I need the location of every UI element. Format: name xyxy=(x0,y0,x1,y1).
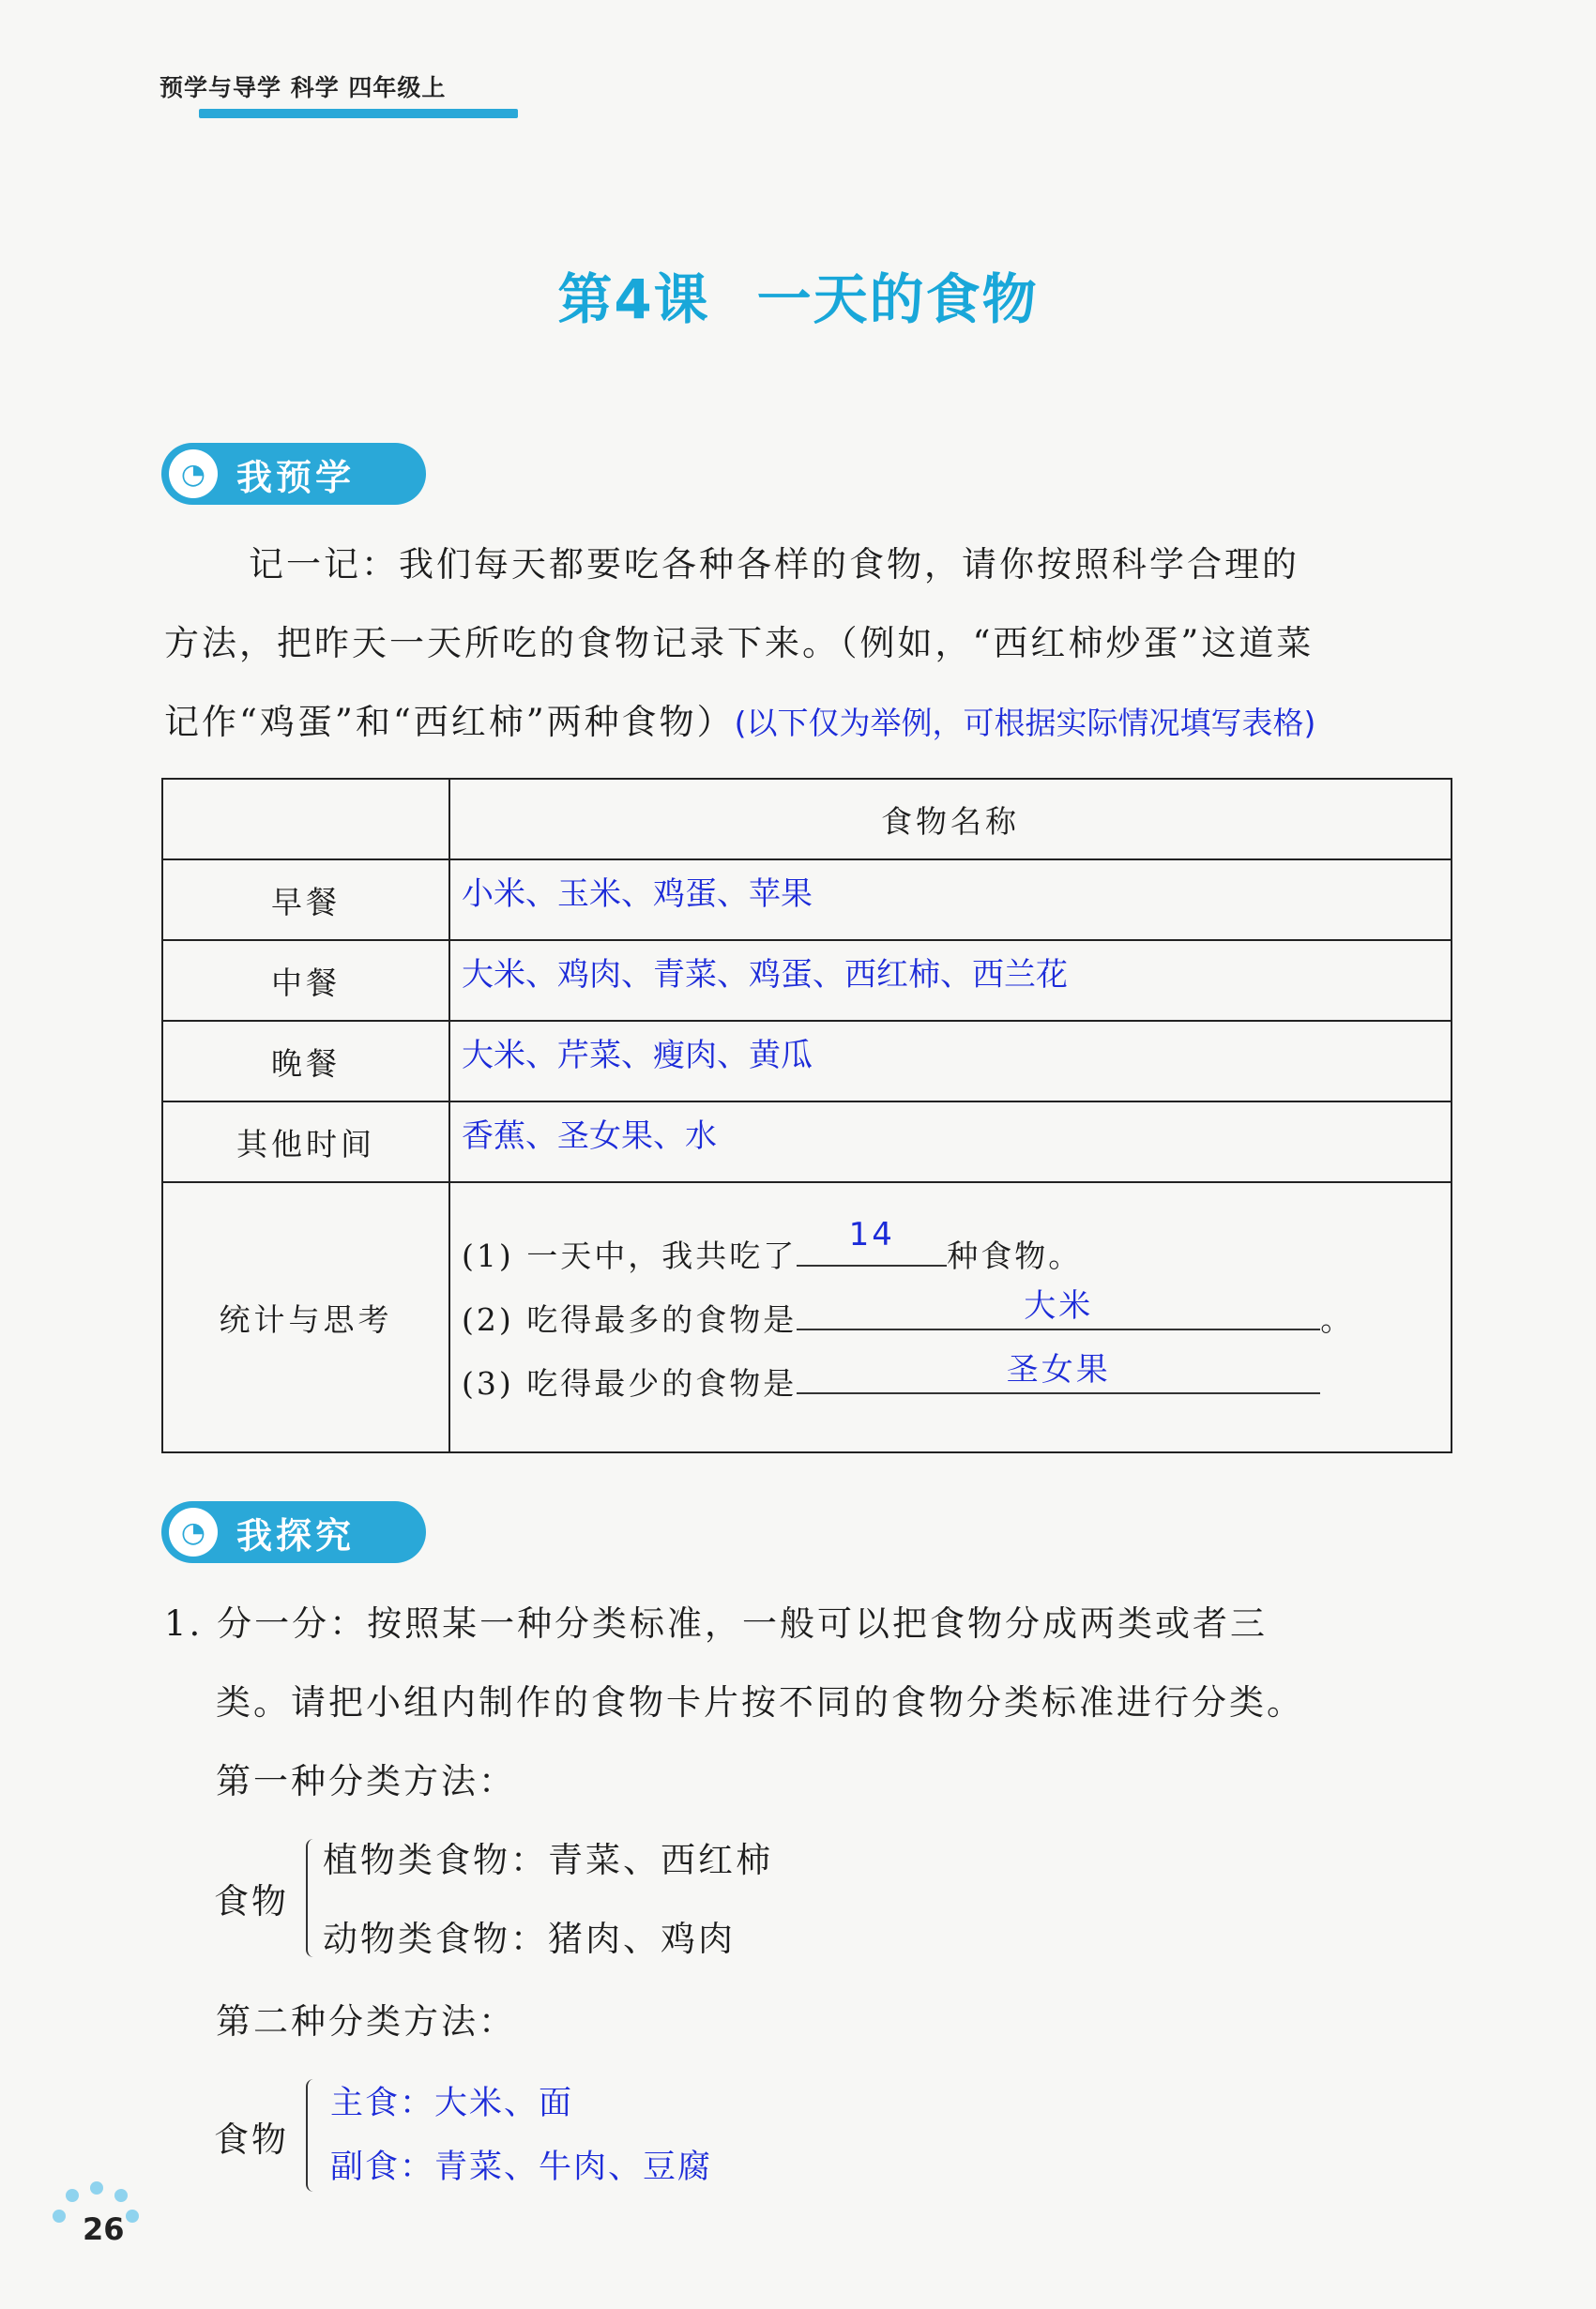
paragraph-line: 记一记：我们每天都要吃各种各样的食物，请你按照科学合理的 xyxy=(249,544,1300,585)
section-icon: ◔ xyxy=(169,449,218,498)
stat-question-3 xyxy=(462,1351,1320,1404)
tree-brace xyxy=(306,1839,321,1957)
answer-blank xyxy=(797,1351,1320,1394)
table-row xyxy=(162,859,1452,940)
meal-foods xyxy=(449,1101,1452,1182)
tree-root: 食物 xyxy=(214,1881,289,1922)
meal-foods-text: 香蕉、圣女果、水 xyxy=(462,1117,717,1155)
paragraph-line-text: 记作“鸡蛋”和“西红柿”两种食物） xyxy=(164,702,735,742)
table-header-row xyxy=(162,779,1452,859)
answer-text: 圣女果 xyxy=(1006,1351,1111,1389)
tree-brace xyxy=(306,2079,321,2192)
meal-foods xyxy=(449,859,1452,940)
section-icon: ◔ xyxy=(169,1508,218,1557)
paragraph-line xyxy=(164,683,1459,763)
table-row xyxy=(162,940,1452,1021)
table-header-cell: 食物名称 xyxy=(449,779,1452,859)
stat-prefix: (1) 一天中，我共吃了 xyxy=(462,1238,798,1274)
answer-blank xyxy=(797,1287,1320,1330)
table-row xyxy=(162,1101,1452,1182)
meal-foods-text: 大米、鸡肉、青菜、鸡蛋、西红柿、西兰花 xyxy=(462,956,1068,994)
page-number-text: 26 xyxy=(83,2211,125,2247)
question-line: 类。请把小组内制作的食物卡片按不同的食物分类标准进行分类。 xyxy=(216,1682,1304,1723)
page-number xyxy=(53,2181,137,2266)
tree-branch: 主食：大米、面 xyxy=(330,2085,574,2122)
answer-text: 大米 xyxy=(1024,1287,1094,1325)
table-corner-cell xyxy=(162,779,449,859)
answer-text: 14 xyxy=(848,1216,895,1253)
stat-suffix: 。 xyxy=(1320,1301,1355,1338)
section-badge-explore xyxy=(161,1501,426,1563)
paragraph-note: (以下仅为举例，可根据实际情况填写表格) xyxy=(734,705,1316,741)
header-bar xyxy=(199,109,518,118)
lesson-name: 一天的食物 xyxy=(756,267,1039,331)
meal-label: 早餐 xyxy=(162,859,449,940)
stats-label: 统计与思考 xyxy=(162,1182,449,1452)
method-title: 第一种分类方法： xyxy=(216,1761,516,1801)
table-row xyxy=(162,1021,1452,1101)
paragraph-line: 方法，把昨天一天所吃的食物记录下来。（例如，“西红柿炒蛋”这道菜 xyxy=(164,623,1315,663)
section-badge-label: 我探究 xyxy=(236,1514,356,1557)
tree-branch: 动物类食物：猪肉、鸡肉 xyxy=(323,1919,736,1959)
stat-question-2 xyxy=(462,1287,1355,1340)
meal-foods xyxy=(449,1021,1452,1101)
header-text: 预学与导学 科学 四年级上 xyxy=(160,74,447,101)
stat-question-1 xyxy=(462,1216,1083,1276)
tree-root: 食物 xyxy=(214,2119,289,2160)
page-title xyxy=(0,255,1596,334)
method-title: 第二种分类方法： xyxy=(216,2001,516,2042)
meal-foods-text: 小米、玉米、鸡蛋、苹果 xyxy=(462,875,813,913)
tree-branch: 植物类食物：青菜、西红柿 xyxy=(323,1840,773,1880)
answer-blank xyxy=(797,1216,947,1267)
meal-label: 晚餐 xyxy=(162,1021,449,1101)
question-line: 1. 分一分：按照某一种分类标准，一般可以把食物分成两类或者三 xyxy=(164,1603,1269,1644)
tree-branch: 副食：青菜、牛肉、豆腐 xyxy=(330,2149,713,2186)
meal-label: 其他时间 xyxy=(162,1101,449,1182)
stat-prefix: (3) 吃得最少的食物是 xyxy=(462,1365,798,1402)
meal-foods xyxy=(449,940,1452,1021)
meal-label: 中餐 xyxy=(162,940,449,1021)
stat-prefix: (2) 吃得最多的食物是 xyxy=(462,1301,798,1338)
stat-suffix: 种食物。 xyxy=(947,1238,1083,1274)
preview-paragraph xyxy=(164,525,1459,763)
section-badge-label: 我预学 xyxy=(236,456,356,498)
lesson-number: 第4课 xyxy=(557,267,710,331)
section-badge-preview xyxy=(161,443,426,505)
meal-foods-text: 大米、芹菜、瘦肉、黄瓜 xyxy=(462,1037,813,1074)
